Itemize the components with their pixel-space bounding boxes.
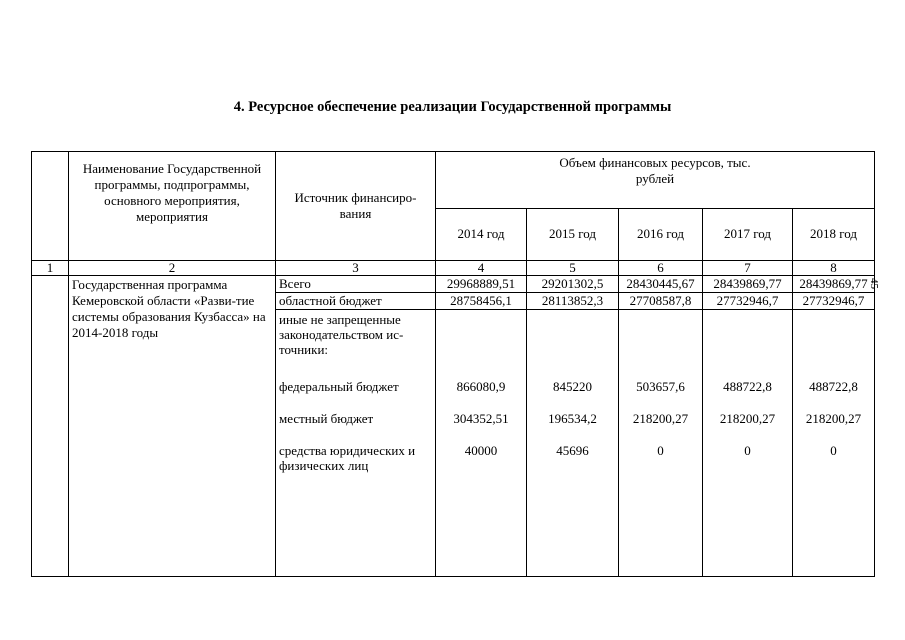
row-index-cell xyxy=(32,276,69,577)
header-cell-volume: Объем финансовых ресурсов, тыс. рублей xyxy=(436,152,875,209)
values-other-2017 xyxy=(703,310,793,577)
value-total-2016: 28430445,67 xyxy=(619,276,703,293)
page-number: 45 xyxy=(868,278,880,289)
value-regional-2015: 28113852,3 xyxy=(527,293,619,310)
value-local-2014: 304352,51 xyxy=(453,411,509,426)
table-row-total xyxy=(32,276,875,293)
value-local-2017: 218200,27 xyxy=(719,411,776,426)
header-cell-name: Наименование Государственной программы, подпрограммы, основного мероприятия, мероприятия xyxy=(69,152,276,261)
value-total-2015: 29201302,5 xyxy=(527,276,619,293)
value-local-2015: 196534,2 xyxy=(548,411,597,426)
value-federal-2018: 488722,8 xyxy=(809,379,858,394)
source-federal: федеральный бюджет xyxy=(279,379,399,394)
values-other-2018 xyxy=(793,310,875,577)
header-cell-index xyxy=(32,152,69,261)
value-local-2018: 218200,27 xyxy=(805,411,862,426)
value-total-2018: 28439869,77 xyxy=(793,276,875,293)
source-other-cell xyxy=(276,310,436,577)
value-legal-2015: 45696 xyxy=(556,443,589,458)
resource-table xyxy=(31,151,875,577)
value-regional-2016: 27708587,8 xyxy=(619,293,703,310)
col-num-2: 2 xyxy=(69,261,276,276)
header-row-1 xyxy=(32,152,875,209)
values-other-2014 xyxy=(436,310,527,577)
year-2015: 2015 год xyxy=(527,208,619,260)
value-regional-2014: 28758456,1 xyxy=(436,293,527,310)
col-num-7: 7 xyxy=(703,261,793,276)
col-num-3: 3 xyxy=(276,261,436,276)
value-total-2017: 28439869,77 xyxy=(703,276,793,293)
source-local: местный бюджет xyxy=(279,411,374,426)
col-num-4: 4 xyxy=(436,261,527,276)
col-num-1: 1 xyxy=(32,261,69,276)
value-federal-2017: 488722,8 xyxy=(723,379,772,394)
year-2014: 2014 год xyxy=(436,208,527,260)
value-federal-2015: 845220 xyxy=(553,379,592,394)
value-legal-2018: 0 xyxy=(830,443,837,458)
year-2017: 2017 год xyxy=(703,208,793,260)
value-regional-2017: 27732946,7 xyxy=(703,293,793,310)
col-num-5: 5 xyxy=(527,261,619,276)
page-title: 4. Ресурсное обеспечение реализации Государственной программы xyxy=(233,99,672,115)
source-regional: областной бюджет xyxy=(276,293,436,310)
value-federal-2014: 866080,9 xyxy=(456,379,506,394)
value-local-2016: 218200,27 xyxy=(632,411,689,426)
year-2016: 2016 год xyxy=(619,208,703,260)
column-number-row xyxy=(32,261,875,276)
values-other-2015 xyxy=(527,310,619,577)
other-sources-label: иные не запрещенные законодательством ис-точники: xyxy=(279,312,404,357)
value-legal-2016: 0 xyxy=(657,443,664,458)
value-legal-2017: 0 xyxy=(744,443,751,458)
year-2018: 2018 год xyxy=(793,208,875,260)
source-legal-entities: средства юридических и физических лиц xyxy=(279,443,416,473)
header-cell-source: Источник финансиро-вания xyxy=(276,152,436,261)
value-regional-2018: 27732946,7 xyxy=(793,293,875,310)
value-total-2014: 29968889,51 xyxy=(436,276,527,293)
value-federal-2016: 503657,6 xyxy=(636,379,685,394)
values-other-2016 xyxy=(619,310,703,577)
col-num-8: 8 xyxy=(793,261,875,276)
col-num-6: 6 xyxy=(619,261,703,276)
program-name: Государственная программа Кемеровской области «Разви-тие системы образования Кузбасса» на 2014-2018 годы xyxy=(69,276,276,577)
value-legal-2014: 40000 xyxy=(464,443,498,458)
source-total: Всего xyxy=(276,276,436,293)
